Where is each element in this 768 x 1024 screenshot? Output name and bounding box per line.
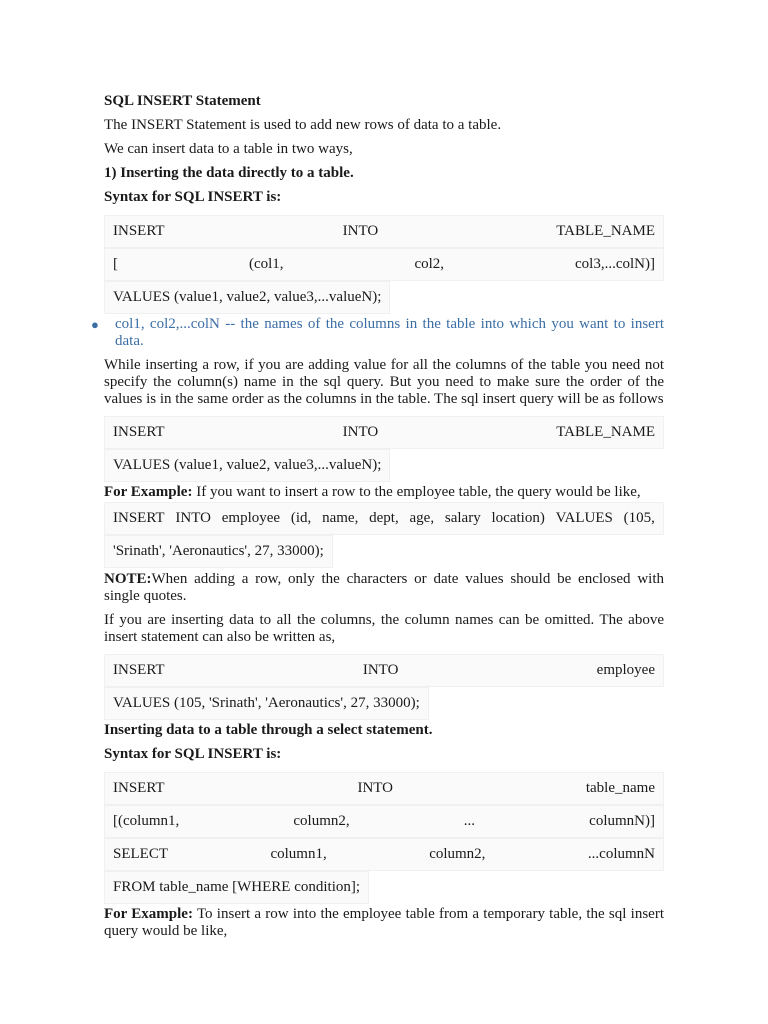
code-token: INTO [342, 424, 379, 440]
example3-text [104, 906, 664, 940]
syntax1-block [104, 215, 664, 314]
omit-columns-text: If you are inserting data to all the columns, the column names can be omitted. The above insert statement can also be written as, [104, 612, 664, 645]
example3-label: For Example: [104, 906, 193, 922]
example1-code-block [104, 502, 664, 568]
code-token: INTO [175, 510, 211, 526]
intro-text: The INSERT Statement is used to add new rows of data to a table. [104, 117, 502, 133]
code-token: TABLE_NAME [556, 424, 655, 440]
code-token: TABLE_NAME [556, 223, 655, 239]
syntax3-row4: FROM table_name [WHERE condition]; [104, 871, 369, 904]
syntax2-row2: VALUES (value1, value2, value3,...valueN); [104, 449, 390, 482]
code-token: employee [596, 662, 655, 678]
code-token: INSERT [113, 662, 165, 678]
code-token: location) [491, 510, 545, 526]
code-token: (105, [623, 510, 655, 526]
code-token: age, [409, 510, 435, 526]
example2-code-block [104, 654, 664, 720]
code-token: SELECT [113, 846, 168, 862]
code-token: INTO [357, 780, 394, 796]
code-token: [ [113, 256, 118, 272]
code-token: dept, [369, 510, 399, 526]
section2-title: Inserting data to a table through a select statement. [104, 722, 433, 738]
two-ways-text: We can insert data to a table in two ways, [104, 141, 353, 157]
note-label: NOTE: [104, 571, 152, 587]
code-token: employee [221, 510, 281, 526]
section1-title: 1) Inserting the data directly to a table. [104, 165, 354, 181]
code-token: salary [444, 510, 481, 526]
syntax-title: Syntax for SQL INSERT is: [104, 189, 282, 205]
syntax3-row1 [104, 772, 664, 805]
code-token: column2, [429, 846, 486, 862]
example2-code-row1 [104, 654, 664, 687]
code-token: INSERT [113, 223, 165, 239]
example3-body: To insert a row into the employee table from a temporary table, the sql insert query would be like, [104, 906, 664, 939]
code-token: table_name [585, 780, 655, 796]
example1-body: If you want to insert a row to the employee table, the query would be like, [192, 484, 641, 500]
code-token: col2, [414, 256, 445, 272]
code-token: INSERT [113, 510, 165, 526]
bullet-text: col1, col2,...colN -- the names of the columns in the table into which you want to insert data. [115, 316, 664, 349]
syntax1-row1 [104, 215, 664, 248]
note-body: When adding a row, only the characters or date values should be enclosed with single quotes. [104, 571, 664, 604]
code-token: (id, [290, 510, 312, 526]
code-token: ... [463, 813, 476, 829]
bullet-item [91, 316, 664, 350]
bullet-dot-icon: ● [91, 317, 99, 332]
code-token: INSERT [113, 424, 165, 440]
code-token: [(column1, [113, 813, 180, 829]
code-token: columnN)] [589, 813, 655, 829]
page-heading: SQL INSERT Statement [104, 93, 261, 109]
code-token: VALUES [555, 510, 613, 526]
code-token: ...columnN [587, 846, 655, 862]
code-token: (col1, [248, 256, 284, 272]
syntax-title-2: Syntax for SQL INSERT is: [104, 746, 282, 762]
note-text [104, 571, 664, 605]
syntax3-row3 [104, 838, 664, 871]
all-columns-text: While inserting a row, if you are adding value for all the columns of the table you need not specify the column(s) name in the sql query. But you need to make sure the order of the values is in the same order as the columns in the table. The sql insert query will be as follows [104, 357, 664, 407]
code-token: col3,...colN)] [575, 256, 655, 272]
code-token: INSERT [113, 780, 165, 796]
document-page [91, 93, 664, 947]
syntax2-block [104, 416, 664, 482]
example1-text [104, 484, 664, 501]
syntax3-row2 [104, 805, 664, 838]
code-token: name, [322, 510, 359, 526]
example1-code-row1 [104, 502, 664, 535]
code-token: INTO [342, 223, 379, 239]
code-token: column2, [293, 813, 350, 829]
syntax2-row1 [104, 416, 664, 449]
code-token: INTO [362, 662, 399, 678]
code-token: column1, [270, 846, 327, 862]
example1-code-row2: 'Srinath', 'Aeronautics', 27, 33000); [104, 535, 333, 568]
syntax3-block [104, 772, 664, 904]
example2-code-row2: VALUES (105, 'Srinath', 'Aeronautics', 27, 33000); [104, 687, 429, 720]
syntax1-row2 [104, 248, 664, 281]
syntax1-row3: VALUES (value1, value2, value3,...valueN); [104, 281, 390, 314]
example1-label: For Example: [104, 484, 193, 500]
